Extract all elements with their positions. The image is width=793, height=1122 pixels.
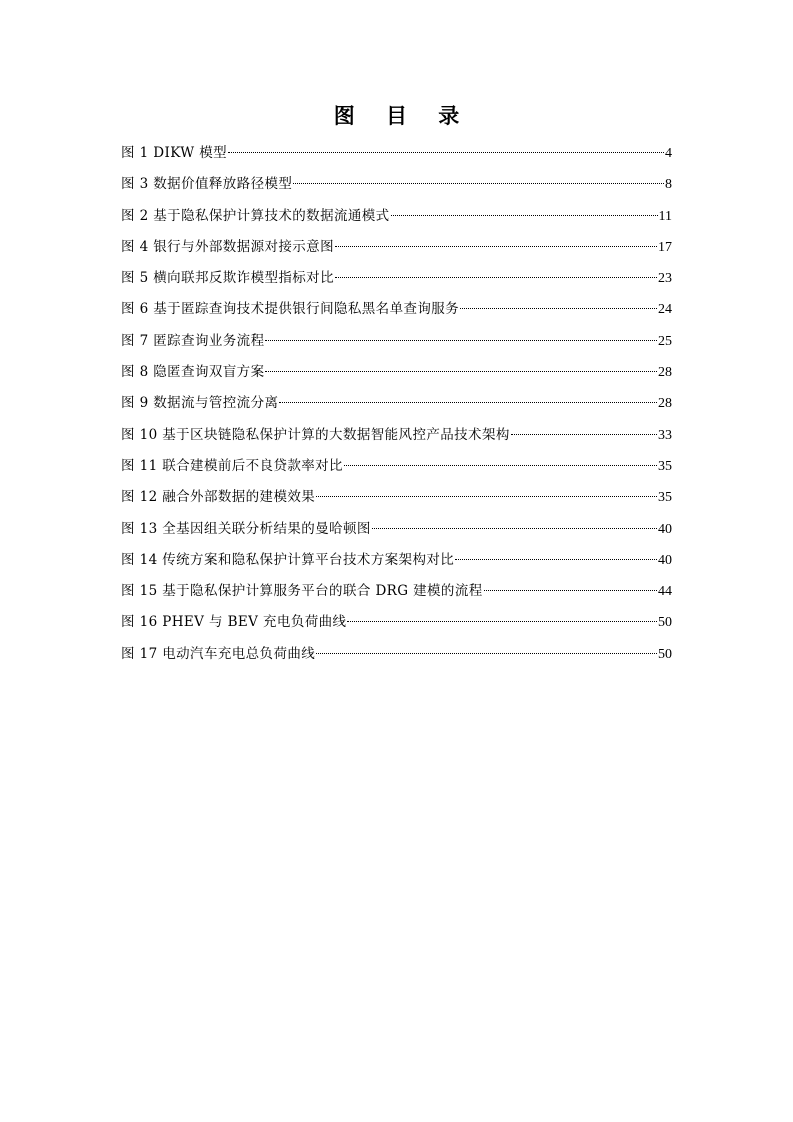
dot-leader bbox=[293, 183, 664, 184]
toc-entry[interactable] bbox=[121, 639, 672, 670]
toc-entry-label: 图 3 数据价值释放路径模型 bbox=[121, 176, 293, 193]
dot-leader bbox=[484, 590, 657, 591]
toc-entry-label: 图 10 基于区块链隐私保护计算的大数据智能风控产品技术架构 bbox=[121, 426, 510, 443]
toc-entry-label: 图 15 基于隐私保护计算服务平台的联合 DRG 建模的流程 bbox=[121, 583, 483, 600]
toc-entry-label: 图 7 匿踪查询业务流程 bbox=[121, 332, 265, 349]
toc-entry-page: 8 bbox=[665, 177, 672, 193]
toc-entry-label: 图 13 全基因组关联分析结果的曼哈顿图 bbox=[121, 520, 371, 537]
dot-leader bbox=[391, 215, 658, 216]
dot-leader bbox=[316, 653, 657, 654]
toc-entry[interactable] bbox=[121, 576, 672, 607]
dot-leader bbox=[335, 277, 657, 278]
dot-leader bbox=[455, 559, 657, 560]
toc-entry-page: 50 bbox=[658, 615, 672, 631]
toc-entry-label: 图 5 横向联邦反欺诈模型指标对比 bbox=[121, 270, 334, 287]
toc-entry[interactable] bbox=[121, 357, 672, 388]
toc-entry-label: 图 12 融合外部数据的建模效果 bbox=[121, 489, 316, 506]
toc-entry-page: 35 bbox=[658, 458, 672, 474]
toc-entry-page: 35 bbox=[658, 490, 672, 506]
toc-entry-page: 33 bbox=[658, 427, 672, 443]
toc-entry[interactable] bbox=[121, 326, 672, 357]
toc-entry-page: 28 bbox=[658, 365, 672, 381]
toc-entry-page: 11 bbox=[658, 208, 672, 224]
toc-entry-page: 28 bbox=[658, 396, 672, 412]
toc-entry-page: 4 bbox=[665, 146, 672, 161]
toc-entry[interactable] bbox=[121, 514, 672, 545]
toc-entry-label: 图 1 DIKW 模型 bbox=[121, 145, 227, 161]
toc-entry-page: 50 bbox=[658, 646, 672, 662]
dot-leader bbox=[265, 340, 657, 341]
toc-entry-label: 图 2 基于隐私保护计算技术的数据流通模式 bbox=[121, 207, 390, 224]
dot-leader bbox=[372, 528, 657, 529]
toc-entry[interactable] bbox=[121, 232, 672, 263]
toc-entry-page: 44 bbox=[658, 584, 672, 600]
toc-entry[interactable] bbox=[121, 451, 672, 482]
dot-leader bbox=[460, 308, 657, 309]
toc-entry[interactable] bbox=[121, 420, 672, 451]
dot-leader bbox=[344, 465, 657, 466]
dot-leader bbox=[279, 402, 657, 403]
toc-entry-label: 图 14 传统方案和隐私保护计算平台技术方案架构对比 bbox=[121, 551, 455, 568]
toc-entry-page: 40 bbox=[658, 521, 672, 537]
toc-entry-label: 图 8 隐匿查询双盲方案 bbox=[121, 364, 265, 381]
dot-leader bbox=[511, 434, 657, 435]
toc-entry-page: 23 bbox=[658, 271, 672, 287]
page-title: 图 目 录 bbox=[333, 104, 472, 128]
toc-entry[interactable] bbox=[121, 294, 672, 325]
toc-entry-page: 24 bbox=[658, 302, 672, 318]
toc-entry-label: 图 11 联合建模前后不良贷款率对比 bbox=[121, 457, 343, 474]
toc-entry-page: 17 bbox=[658, 239, 672, 255]
toc-entry[interactable] bbox=[121, 201, 672, 232]
dot-leader bbox=[316, 496, 657, 497]
toc-entry-label: 图 6 基于匿踪查询技术提供银行间隐私黑名单查询服务 bbox=[121, 301, 460, 318]
toc-entry[interactable] bbox=[121, 545, 672, 576]
toc-entry-label: 图 16 PHEV 与 BEV 充电负荷曲线 bbox=[121, 614, 347, 631]
dot-leader bbox=[347, 621, 657, 622]
toc-entry[interactable] bbox=[121, 388, 672, 419]
toc-entry[interactable] bbox=[121, 482, 672, 513]
dot-leader bbox=[335, 246, 657, 247]
toc-entry[interactable] bbox=[121, 263, 672, 294]
toc-entry-label: 图 17 电动汽车充电总负荷曲线 bbox=[121, 645, 316, 662]
toc-entry[interactable] bbox=[121, 169, 672, 200]
toc-entry-page: 25 bbox=[658, 333, 672, 349]
toc-entry[interactable] bbox=[121, 138, 672, 169]
dot-leader bbox=[228, 152, 664, 153]
toc-entry-label: 图 9 数据流与管控流分离 bbox=[121, 395, 279, 412]
dot-leader bbox=[265, 371, 657, 372]
figure-list bbox=[121, 138, 672, 670]
toc-entry-page: 40 bbox=[658, 552, 672, 568]
toc-entry-label: 图 4 银行与外部数据源对接示意图 bbox=[121, 238, 334, 255]
toc-entry[interactable] bbox=[121, 607, 672, 638]
